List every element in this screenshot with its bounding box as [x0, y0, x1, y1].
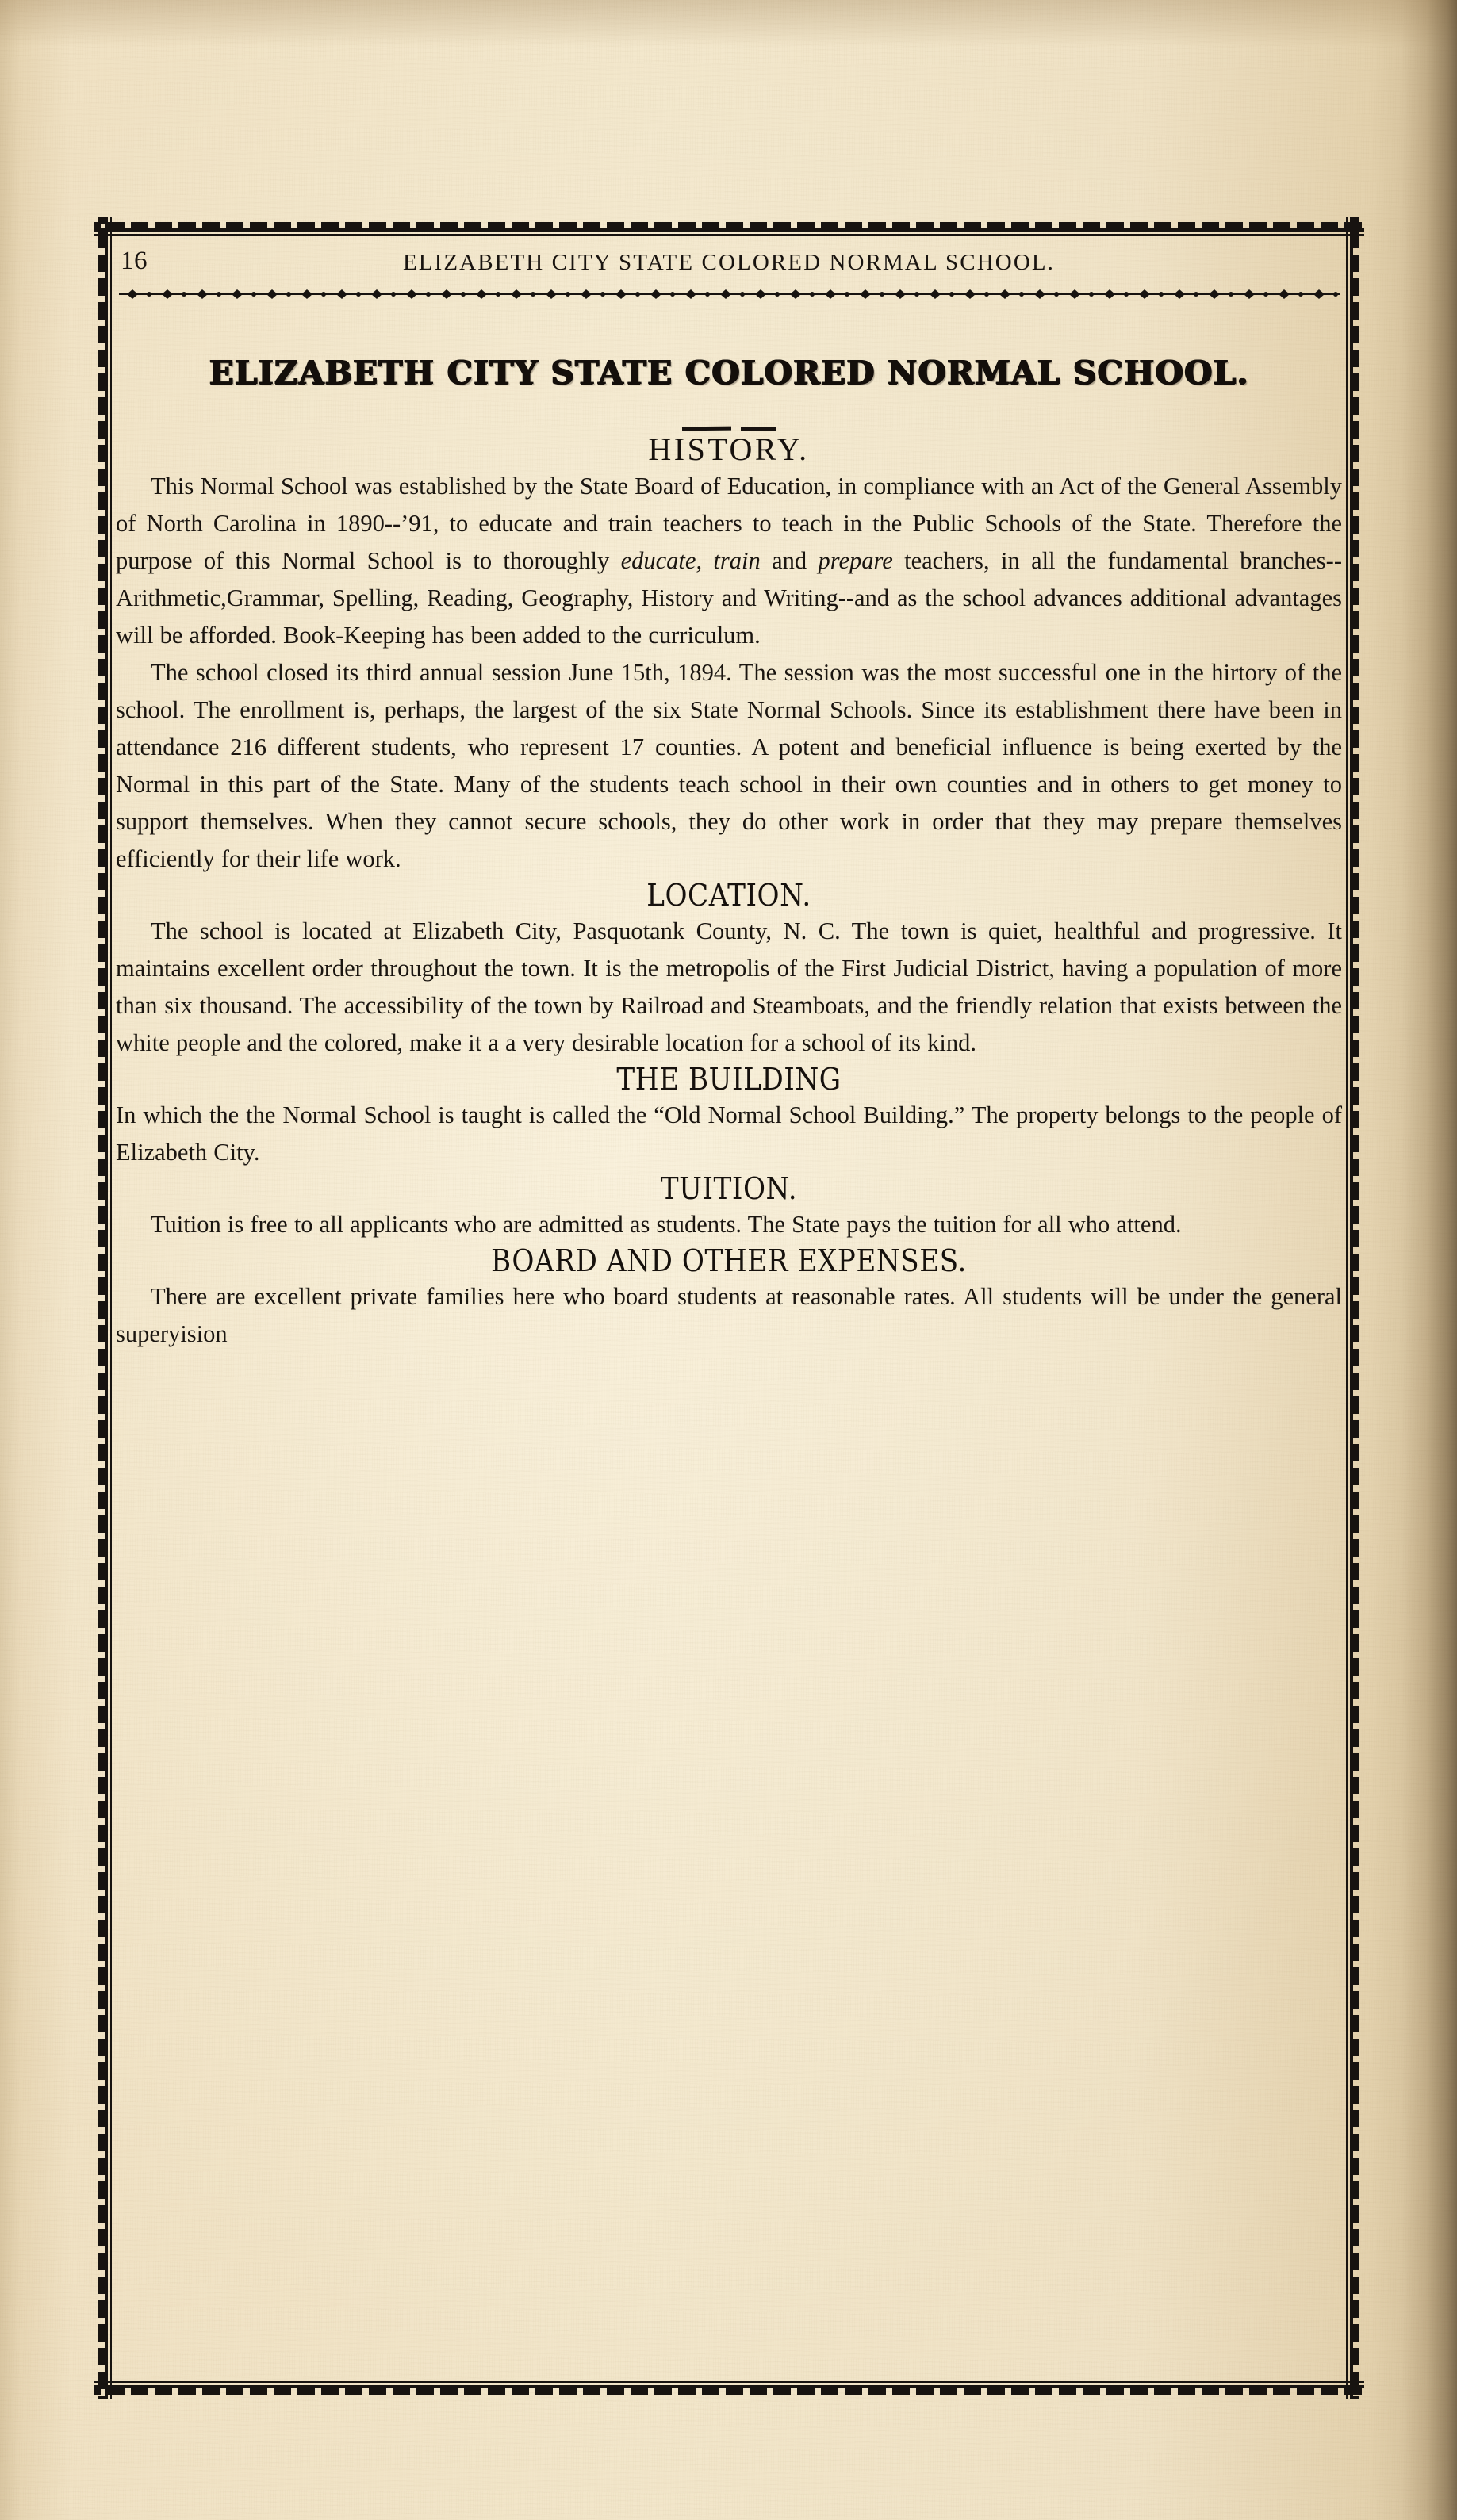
section-heading-tuition: TUITION. — [660, 1171, 798, 1206]
tuition-paragraph-1: Tuition is free to all applicants who are admitted as students. The State pays the tuition for all who attend. — [151, 1211, 1182, 1238]
running-head — [116, 227, 1342, 276]
history-p1-part-b: and — [760, 547, 819, 574]
history-p1-italic-prepare: prepare — [818, 547, 893, 574]
history-p1-italic-educate-train: educate, train — [620, 547, 761, 574]
history-paragraph-1 — [116, 468, 1342, 654]
section-heading-history: HISTORY. — [648, 431, 810, 467]
page-number: 16 — [121, 247, 148, 275]
building-paragraph-1: In which the the Normal School is taught is called the “Old Normal School Building.” The property belongs to the people of Elizabeth City. — [116, 1101, 1342, 1166]
section-heading-location: LOCATION. — [646, 878, 811, 913]
history-p1-part-a: This Normal School was established by the State Board of Education, in compliance with an Act of the General Assembly of North Carolina in 1890--’91, to educate and train teachers to teach in the Public Schools of the State. Therefore the purpose of this Normal School is to thoroughly — [116, 473, 1342, 574]
section-heading-board-and-other-expenses: BOARD AND OTHER EXPENSES. — [491, 1243, 967, 1278]
diamond-ornament-rule — [119, 287, 1339, 301]
page-title: ELIZABETH CITY STATE COLORED NORMAL SCHOOL. — [209, 354, 1249, 392]
section-heading-building: THE BUILDING — [616, 1062, 842, 1097]
history-paragraph-2: The school closed its third annual session June 15th, 1894. The session was the most successful one in the hirtory of the school. The enrollment is, perhaps, the largest of the six State Normal Schools. Since its establishment there have been in attendance 216 different students, who represent 17 counties. A potent and beneficial influence is being exerted by the Normal in this part of the State. Many of the students teach school in their own counties and in others to get money to support themselves. When they cannot secure schools, they do other work in order that they may prepare themselves efficiently for their life work. — [116, 659, 1342, 872]
running-head-title: ELIZABETH CITY STATE COLORED NORMAL SCHOOL. — [402, 250, 1056, 275]
location-paragraph-1: The school is located at Elizabeth City, Pasquotank County, N. C. The town is quiet, healthful and progressive. It maintains excellent order throughout the town. It is the metropolis of the First Judicial District, having a population of more than six thousand. The accessibility of the town by Railroad and Steamboats, and the friendly relation that exists between the white people and the colored, make it a a very desirable location for a school of its kind. — [116, 917, 1342, 1056]
history-p1-part-c: teachers, in all the fundamental branches--Arithmetic,Grammar, Spelling, Reading, Geography, History and Writing--and as the school advances additional advantages will be afforded. Book-Keeping has been added to the curriculum. — [116, 547, 1342, 649]
board-paragraph-1: There are excellent private families here who board students at reasonable rates. All students will be under the general superyision — [116, 1283, 1342, 1347]
